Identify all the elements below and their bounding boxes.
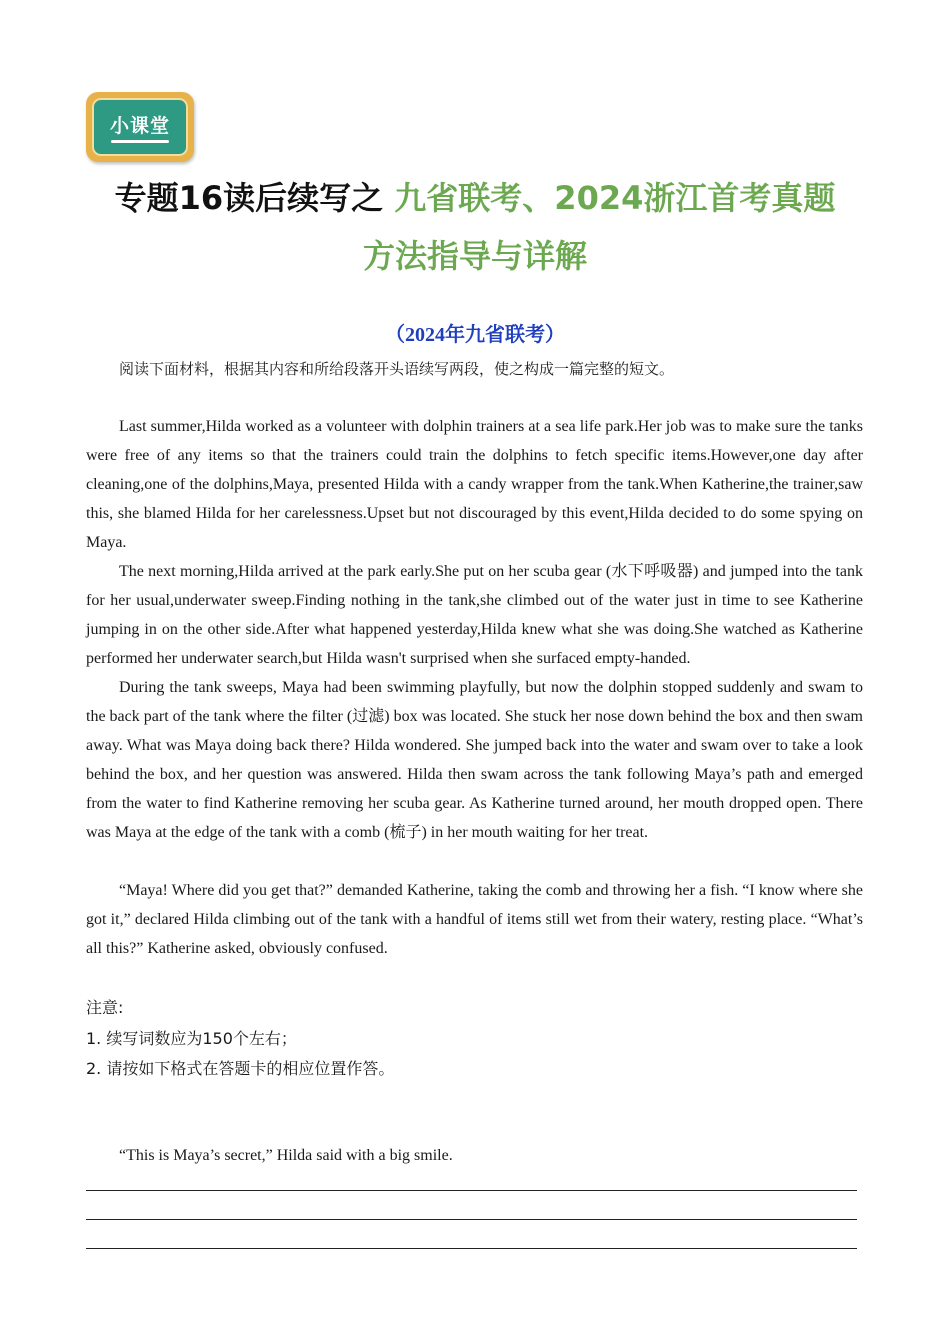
logo-badge [86, 92, 194, 162]
story-paragraph-2: The next morning,Hilda arrived at the park early.She put on her scuba gear (水下呼吸器) and jumped into the tank for her usual,underwater sweep.Finding nothing in the tank,she climbed out of the water just in time to see Katherine jumping in on the other side.After what happened yesterday,Hilda knew what she was doing.She watched as Katherine performed her underwater search,but Hilda wasn't surprised when she surfaced empty-handed. [86, 563, 863, 667]
logo-text: 小课堂 [109, 115, 170, 137]
story-paragraph-3: During the tank sweeps, Maya had been swimming playfully, but now the dolphin stopped suddenly and swam to the back part of the tank where the filter (过滤) box was located. She stuck her nose down behind the box and then swam away. What was Maya doing back there? Hilda wondered. She jumped back into the water and swam over to take a look behind the box, and her question was answered. Hilda then swam across the tank following Maya’s path and emerged from the water to find Katherine removing her scuba gear. As Katherine turned around, her mouth dropped open. There was Maya at the edge of the tank with a comb (梳子) in her mouth waiting for her treat. [86, 679, 863, 841]
title-prefix: 专题16读后续写之 [114, 179, 395, 217]
notes-heading: 注意: [86, 998, 124, 1017]
answer-line [86, 1190, 857, 1191]
story-paragraph-4: “Maya! Where did you get that?” demanded Katherine, taking the comb and throwing her a fish. “I know where she got it,” declared Hilda climbing out of the tank with a handful of items still wet from their watery, resting place. “What’s all this?” Katherine asked, obviously confused. [86, 882, 863, 957]
logo-underline [111, 140, 169, 143]
section-subtitle: （2024年九省联考） [385, 324, 565, 346]
page-title-line2: 方法指导与详解 [362, 237, 587, 275]
title-highlight: 九省联考、2024浙江首考真题 [394, 179, 836, 217]
continuation-prompt: “This is Maya’s secret,” Hilda said with a big smile. [119, 1147, 453, 1164]
instruction-text: 阅读下面材料，根据其内容和所给段落开头语续写两段，使之构成一篇完整的短文。 [119, 360, 675, 378]
story-paragraph-1: Last summer,Hilda worked as a volunteer with dolphin trainers at a sea life park.Her job was to make sure the tanks were free of any items so that the trainers could train the dolphins to fetch specific items.However,one day after cleaning,one of the dolphins,Maya, presented Hilda with a candy wrapper from the tank.When Katherine,the trainer,saw this, she blamed Hilda for her carelessness.Upset but not discouraged by this event,Hilda decided to do some spying on Maya. [86, 418, 863, 551]
answer-line [86, 1248, 857, 1249]
notes-item-1: 1. 续写词数应为150个左右； [86, 1029, 297, 1048]
answer-line [86, 1219, 857, 1220]
notes-item-2: 2. 请按如下格式在答题卡的相应位置作答。 [86, 1059, 395, 1078]
page-title [0, 178, 950, 218]
logo-board [92, 98, 188, 156]
